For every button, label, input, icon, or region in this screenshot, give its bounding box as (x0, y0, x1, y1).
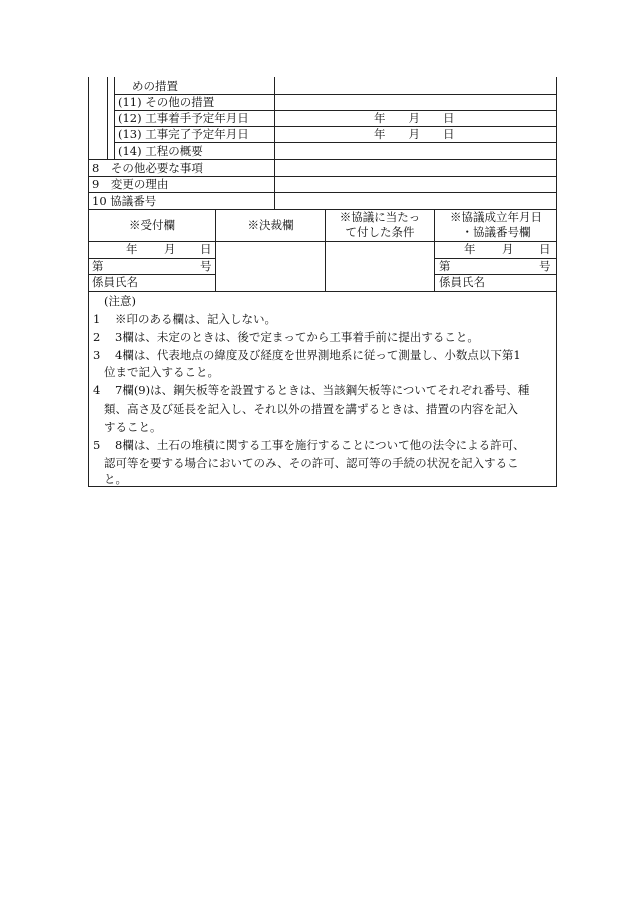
agreement-header-1: ※協議成立年月日 (450, 210, 542, 224)
note-5-line-2: 認可等を要する場合においてのみ、その許可、認可等の手続の状況を記入するこ (104, 456, 519, 470)
row-13-date: 年 月 日 (374, 127, 455, 141)
agreement-month: 月 (502, 242, 514, 256)
conditions-header-2: て付した条件 (345, 225, 415, 239)
conditions-header-1: ※協議に当たっ (339, 210, 421, 224)
reception-year: 年 (126, 242, 138, 256)
row-14-label: (14) 工程の概要 (118, 144, 203, 158)
office-bottom-line (88, 291, 557, 292)
note-3-number: 3 (93, 348, 101, 362)
row-line-4 (114, 142, 557, 143)
approval-header: ※決裁欄 (247, 218, 294, 232)
reception-number-prefix: 第 (92, 259, 104, 273)
note-1-text: ※印のある欄は、記入しない。 (115, 312, 276, 326)
office-header-line (88, 241, 557, 242)
indent-line-2 (114, 77, 115, 159)
reception-header: ※受付欄 (129, 218, 175, 232)
left-border (88, 77, 89, 487)
row-12-label: (12) 工事着手予定年月日 (118, 111, 249, 125)
reception-number-suffix: 号 (200, 259, 212, 273)
right-border (556, 77, 557, 487)
agreement-number-suffix: 号 (539, 259, 551, 273)
agreement-header-2: ・協議番号欄 (461, 225, 531, 239)
row-8-label: 8 その他必要な事項 (92, 161, 203, 175)
note-3-line-2: 位まで記入すること。 (104, 365, 219, 379)
agreement-number-prefix: 第 (439, 259, 451, 273)
agreement-day: 日 (539, 242, 551, 256)
note-4-line-3: すること。 (104, 420, 162, 434)
row-13-label: (13) 工事完了予定年月日 (118, 127, 249, 141)
note-4-line-2: 類、高さ及び延長を記入し、それ以外の措置を講ずるときは、措置の内容を記入 (104, 402, 518, 416)
row-10-label: 10 協議番号 (92, 194, 157, 208)
form-frame (88, 77, 557, 487)
reception-clerk: 係員氏名 (92, 275, 138, 289)
note-2-number: 2 (93, 330, 101, 344)
reception-day: 日 (200, 242, 212, 256)
agreement-year: 年 (464, 242, 476, 256)
row-line-7 (88, 192, 557, 193)
note-4-number: 4 (93, 383, 101, 397)
agreement-clerk: 係員氏名 (439, 275, 485, 289)
indent-line-1 (107, 77, 108, 159)
note-4-line-1: 7欄(9)は、鋼矢板等を設置するときは、当該鋼矢板等についてそれぞれ番号、種 (115, 383, 530, 397)
row-11-label: (11) その他の措置 (118, 95, 215, 109)
office-left-line-1 (88, 258, 216, 259)
row-12-date: 年 月 日 (374, 111, 455, 125)
column-divider (274, 77, 275, 209)
note-3-line-1: 4欄は、代表地点の緯度及び経度を世界測地系に従って測量し、小数点以下第1 (115, 348, 521, 362)
note-5-line-3: と。 (104, 472, 127, 486)
row-line-5 (88, 159, 557, 160)
note-1-number: 1 (93, 312, 101, 326)
note-5-line-1: 8欄は、土石の堆積に関する工事を施行することについて他の法令による許可、 (115, 438, 525, 452)
row-9-label: 9 変更の理由 (92, 177, 169, 191)
notes-title: (注意) (104, 294, 136, 308)
note-5-number: 5 (93, 438, 101, 452)
bottom-border (88, 486, 557, 487)
note-2-text: 3欄は、未定のときは、後で定まってから工事着手前に提出すること。 (115, 330, 479, 344)
reception-month: 月 (164, 242, 176, 256)
row-cont-label: めの措置 (132, 79, 178, 93)
